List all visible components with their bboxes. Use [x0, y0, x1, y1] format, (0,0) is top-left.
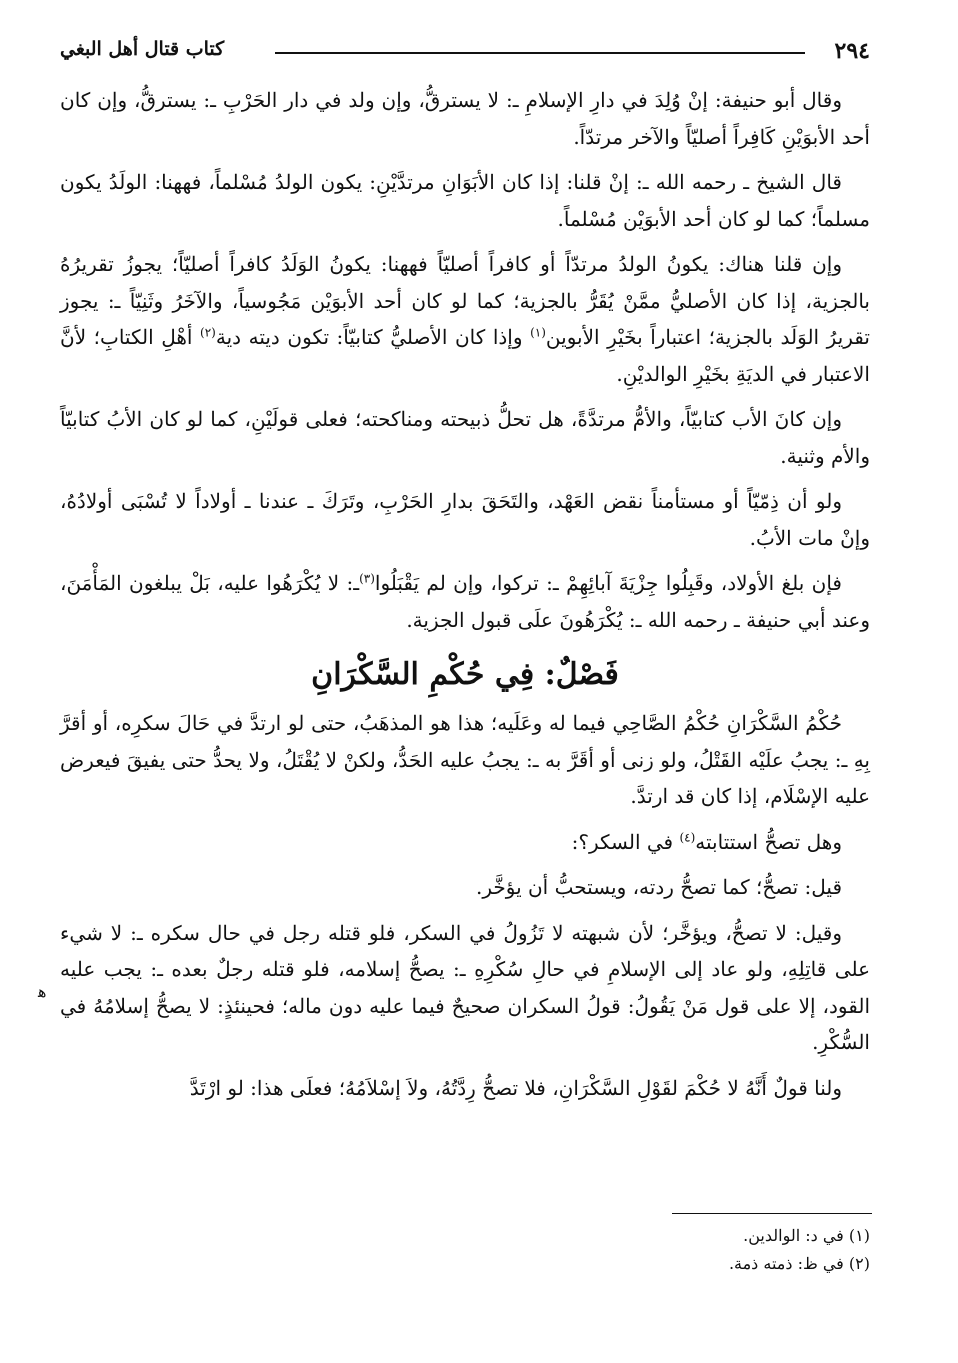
paragraph-6 — [60, 565, 870, 638]
page-number: ٢٩٤ — [834, 38, 870, 64]
footnote-rule — [672, 1213, 872, 1214]
footnote-ref-1[interactable]: (١) — [530, 325, 546, 340]
footnotes — [500, 1222, 870, 1278]
paragraph-6-text: فإن بلغ الأولاد، وقَبِلُوا جِزْيَةَ آبائِهِمْ ـ: تركوا، وإن لم يَقْبَلُوا — [374, 571, 842, 595]
page-header — [60, 30, 870, 70]
paragraph-11: ولنا قولٌ أَنَّهُ لا حُكْمَ لقَوْلِ السَّكْرَانِ، فلا تصحُّ رِدَّتُهُ، ولاَ إسْلاَمُهُ؛ فعلَى هذا: لو ارْتَدَّ — [189, 1075, 842, 1100]
footnote-ref-4[interactable]: (٤) — [679, 829, 696, 844]
paragraph-10: وقيل: لا تصحُّ، ويؤخَّر؛ لأن شبهته لا تَزُولُ في السكر، فلو قتله رجل في حال سكره ـ: لا شيء على قاتِلِهِ، ولو عاد إلى الإسلامِ في حالِ سُكْرِهِ ـ: يصحُّ إسلامه، فلو قتله رجلٌ بعده ـ: يجب عليه القود، إلا على قول مَنْ يَقُولُ: قولُ السكران صحيحٌ فيما عليه دون ماله؛ فحينئذٍ: لا يصحُّ إسلامُهُ في السُّكْرِ. — [60, 920, 870, 1054]
section-heading: فَصْلٌ: فِي حُكْمِ السَّكْرَانِ — [311, 657, 619, 692]
paragraph-3 — [60, 246, 870, 392]
paragraph-8 — [60, 824, 870, 861]
running-title: كتاب قتال أهل البغي — [60, 38, 225, 60]
margin-mark: ﻫ — [38, 982, 47, 1001]
footnote-ref-2[interactable]: (٢) — [200, 325, 216, 340]
paragraph-3-text: وإن قلنا هناك: يكونُ الولدُ مرتدّاً أو كافراً أصليّاً فههنا: يكونُ الوَلَدُ كافراً أصليّاً؛ يجوزُ تقريرُهُ بالجزية، إذا كان الأصليُّ ممَّنْ يُقَرُّ بالجزية؛ كما لو كان أحد الأبوَيْن مَجُوسياً، والآخَرُ وثَنِيّاً ـ: يجوز تقريرُ الوَلَد بالجزية؛ اعتباراً بخَيْرِ الأبوين — [60, 252, 870, 349]
paragraph-5: ولو أن ذِمّيّاً أو مستأمناً نقض العَهْد، والتَحَقَ بدارِ الحَرْبِ، وتَرَكَ ـ عندنا ـ أولاداً لا تُسْبَى أولادُهُ، وإنْ مات الأبُ. — [60, 489, 870, 550]
footnote-1: (١) في د: الوالدين. — [743, 1226, 870, 1245]
paragraph-2: قال الشيخ ـ رحمه الله ـ: إنْ قلنا: إذا كان الأبَوَانِ مرتدَّيْنِ: يكون الولدُ مُسْلماً، فههنا: الولَدُ يكون مسلماً؛ كما لو كان أحد الأبوَيْن مُسْلماً. — [60, 170, 870, 231]
paragraph-6-text-b: ـ: لا يُكْرَهُوا عليه، بَلْ يبلغون المَأْمَنَ، وعند أبي حنيفة ـ رحمه الله ـ: يُكْرَهُونَ علَى قبول الجزية. — [60, 571, 870, 632]
body-text — [60, 82, 870, 1115]
paragraph-8-text-b: في السكر؟: — [571, 829, 680, 854]
footnote-2: (٢) في ظ: ذمته ذمة. — [728, 1254, 870, 1273]
paragraph-8-text: وهل تصحُّ استتابته — [695, 829, 842, 854]
paragraph-1: وقال أبو حنيفة: إنْ وُلِدَ في دارِ الإسلامِ ـ: لا يسترقُّ، وإن ولد في دار الحَرْبِ ـ: يسترقُّ، وإن كان أحد الأبوَيْنِ كَافِراً أصليّاً والآخر مرتدّاً. — [60, 88, 870, 149]
paragraph-4: وإن كانَ الأب كتابيّاً، والأمُّ مرتدَّةً، هل تحلُّ ذبيحته ومناكحته؛ فعلى قولَيْنِ، كما لو كان الأبُ كتابيّاً والأم وثنية. — [60, 407, 870, 468]
paragraph-3-text-b: وإذا كان الأصليُّ كتابيّاً: تكون ديته دية — [215, 325, 531, 349]
footnote-ref-3[interactable]: (٣) — [359, 571, 375, 586]
paragraph-7: حُكْمُ السَّكْرَانِ حُكْمُ الصَّاحِي فيما له وعَلَيه؛ هذا هو المذهَبُ، حتى لو ارتدَّ في حَالَ سكرِه، أو أقرَّ بِهِ ـ: يجبُ علَيْه القَتْلُ، ولو زنى أو أقَرَّ به ـ: يجبُ عليه الحَدُّ، ولكنْ لا يُقْتَلُ، ولا يحدُّ حتى يفيقَ فيعرض عليه الإسْلَام، إذا كان قد ارتدَّ. — [60, 711, 870, 808]
paragraph-3-text-c: أهْلِ الكتابِ؛ لأنَّ الاعتبار في الديَةِ بخَيْرِ الوالديْنِ. — [60, 325, 870, 386]
paragraph-9: قيل: تصحُّ؛ كما تصحُّ ردته، ويستحبُّ أن يؤخَّر. — [475, 875, 842, 899]
header-rule — [275, 52, 805, 54]
